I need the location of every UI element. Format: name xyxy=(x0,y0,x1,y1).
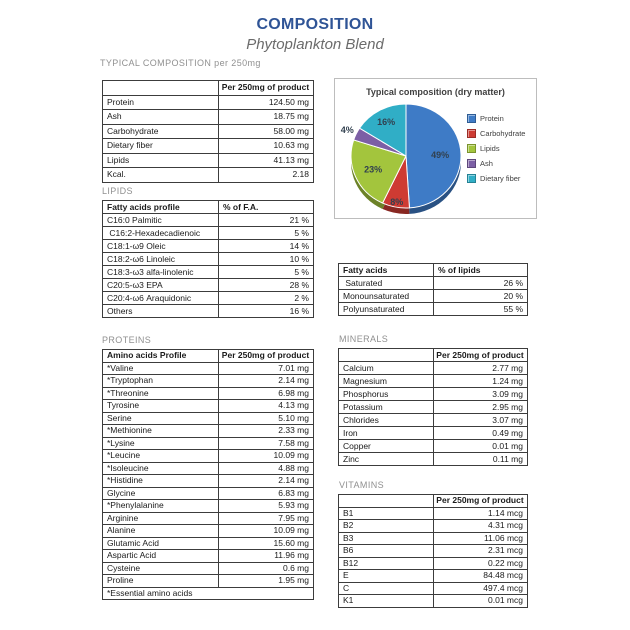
table-cell: B6 xyxy=(339,545,434,558)
table-row xyxy=(103,487,314,500)
table-row xyxy=(339,595,528,608)
table-row xyxy=(339,570,528,583)
table-cell: Chlorides xyxy=(339,414,434,427)
table-cell: 6.98 mg xyxy=(219,387,314,400)
table-cell: Serine xyxy=(103,412,219,425)
pie-data-label: 23% xyxy=(364,164,383,175)
table-cell: 15.60 mg xyxy=(219,537,314,550)
table-cell: 7.58 mg xyxy=(219,437,314,450)
table-row xyxy=(339,401,528,414)
legend-swatch-icon xyxy=(467,144,476,153)
table-cell: 18.75 mg xyxy=(219,110,314,125)
table-cell: 1.14 mcg xyxy=(434,507,528,520)
legend-item xyxy=(467,111,525,126)
table-cell: 10 % xyxy=(219,253,314,266)
table-cell: *Valine xyxy=(103,362,219,375)
table-cell: 2.14 mg xyxy=(219,375,314,388)
table-row xyxy=(103,450,314,463)
table-cell: C16:2-Hexadecadienoic xyxy=(103,227,219,240)
table-cell: 28 % xyxy=(219,279,314,292)
table-cell: 7.95 mg xyxy=(219,512,314,525)
pie-data-label: 4% xyxy=(340,124,354,135)
table-cell xyxy=(339,349,434,362)
table-cell: Fatty acids xyxy=(339,264,434,277)
table-header-row xyxy=(339,495,528,508)
table-row xyxy=(339,277,528,290)
table-row xyxy=(339,427,528,440)
legend-item xyxy=(467,156,525,171)
table-cell: *Isoleucine xyxy=(103,462,219,475)
table-row xyxy=(103,437,314,450)
legend-label: Dietary fiber xyxy=(480,174,521,183)
table-row xyxy=(339,362,528,375)
table-row xyxy=(103,575,314,588)
section-label-lipids: LIPIDS xyxy=(102,186,133,196)
table-cell: 0.01 mcg xyxy=(434,595,528,608)
table-cell: Alanine xyxy=(103,525,219,538)
legend-item xyxy=(467,126,525,141)
table-cell: 11.06 mcg xyxy=(434,532,528,545)
legend-label: Ash xyxy=(480,159,493,168)
table-cell: 0.6 mg xyxy=(219,562,314,575)
section-label-typical-composition: TYPICAL COMPOSITION per 250mg xyxy=(100,58,261,68)
table-cell: 0.11 mg xyxy=(434,453,528,466)
table-cell: 58.00 mg xyxy=(219,124,314,139)
table-row xyxy=(339,507,528,520)
table-cell xyxy=(103,81,219,96)
table-row xyxy=(339,557,528,570)
table-row xyxy=(103,153,314,168)
table-row xyxy=(339,582,528,595)
legend-label: Lipids xyxy=(480,144,500,153)
table-row xyxy=(103,305,314,318)
table-cell: K1 xyxy=(339,595,434,608)
table-cell: *Phenylalanine xyxy=(103,500,219,513)
legend-swatch-icon xyxy=(467,129,476,138)
table-cell: Glutamic Acid xyxy=(103,537,219,550)
table-cell: Protein xyxy=(103,95,219,110)
table-cell: Per 250mg of product xyxy=(434,349,528,362)
table-cell: Per 250mg of product xyxy=(434,495,528,508)
table-row xyxy=(103,400,314,413)
table-cell: 2.95 mg xyxy=(434,401,528,414)
table-cell: 3.07 mg xyxy=(434,414,528,427)
table-cell: 10.09 mg xyxy=(219,525,314,538)
table-cell: *Threonine xyxy=(103,387,219,400)
table-cell: 1.95 mg xyxy=(219,575,314,588)
table-typical-composition xyxy=(102,80,314,183)
table-cell: 4.31 mcg xyxy=(434,520,528,533)
table-cell: Glycine xyxy=(103,487,219,500)
table-cell: C18:3-ω3 alfa-linolenic xyxy=(103,266,219,279)
table-vitamins xyxy=(338,494,528,608)
section-label-minerals: MINERALS xyxy=(339,334,389,344)
table-cell: 7.01 mg xyxy=(219,362,314,375)
legend-swatch-icon xyxy=(467,159,476,168)
table-cell: *Essential amino acids xyxy=(103,587,314,600)
table-cell: 4.88 mg xyxy=(219,462,314,475)
table-cell: Ash xyxy=(103,110,219,125)
pie-data-label: 16% xyxy=(377,116,396,127)
table-row xyxy=(103,124,314,139)
table-row xyxy=(339,388,528,401)
table-row xyxy=(103,214,314,227)
legend-label: Carbohydrate xyxy=(480,129,526,138)
table-cell xyxy=(339,495,434,508)
table-cell: 6.83 mg xyxy=(219,487,314,500)
legend-label: Protein xyxy=(480,114,504,123)
table-cell: Zinc xyxy=(339,453,434,466)
table-row xyxy=(339,414,528,427)
table-footer-row xyxy=(103,587,314,600)
table-cell: Polyunsaturated xyxy=(339,303,434,316)
table-row xyxy=(103,525,314,538)
table-cell: Monounsaturated xyxy=(339,290,434,303)
table-cell: *Tryptophan xyxy=(103,375,219,388)
table-cell: B12 xyxy=(339,557,434,570)
table-cell: 1.24 mg xyxy=(434,375,528,388)
table-cell: Per 250mg of product xyxy=(219,81,314,96)
table-cell: C20:4-ω6 Araquidonic xyxy=(103,292,219,305)
table-cell: Saturated xyxy=(339,277,434,290)
table-cell: Per 250mg of product xyxy=(219,350,314,363)
table-cell: Phosphorus xyxy=(339,388,434,401)
table-cell: 4.13 mg xyxy=(219,400,314,413)
table-row xyxy=(103,375,314,388)
table-row xyxy=(103,110,314,125)
table-cell: Potassium xyxy=(339,401,434,414)
table-cell: Carbohydrate xyxy=(103,124,219,139)
table-header-row xyxy=(103,201,314,214)
table-row xyxy=(103,95,314,110)
table-cell: *Histidine xyxy=(103,475,219,488)
table-row xyxy=(103,512,314,525)
table-cell: Copper xyxy=(339,440,434,453)
table-row xyxy=(103,562,314,575)
page-title: COMPOSITION xyxy=(256,16,374,33)
table-row xyxy=(103,168,314,183)
legend-swatch-icon xyxy=(467,114,476,123)
table-row xyxy=(103,500,314,513)
table-cell: Fatty acids profile xyxy=(103,201,219,214)
table-header-row xyxy=(339,264,528,277)
table-cell: 0.22 mcg xyxy=(434,557,528,570)
table-cell: 2.14 mg xyxy=(219,475,314,488)
table-cell: 20 % xyxy=(434,290,528,303)
table-cell: 2.18 xyxy=(219,168,314,183)
chart-title: Typical composition (dry matter) xyxy=(366,87,505,97)
table-cell: 10.63 mg xyxy=(219,139,314,154)
legend-item xyxy=(467,171,525,186)
table-cell: B3 xyxy=(339,532,434,545)
table-cell: Dietary fiber xyxy=(103,139,219,154)
table-row xyxy=(103,462,314,475)
table-row xyxy=(103,475,314,488)
table-row xyxy=(103,362,314,375)
table-cell: 14 % xyxy=(219,240,314,253)
table-row xyxy=(339,532,528,545)
table-cell: Cysteine xyxy=(103,562,219,575)
table-cell: 55 % xyxy=(434,303,528,316)
table-cell: 10.09 mg xyxy=(219,450,314,463)
table-row xyxy=(339,545,528,558)
table-minerals xyxy=(338,348,528,466)
table-cell: 497.4 mcg xyxy=(434,582,528,595)
table-cell: 3.09 mg xyxy=(434,388,528,401)
table-cell: *Leucine xyxy=(103,450,219,463)
table-row xyxy=(103,412,314,425)
table-cell: 5 % xyxy=(219,227,314,240)
table-cell: C18:1-ω9 Oleic xyxy=(103,240,219,253)
table-cell: Magnesium xyxy=(339,375,434,388)
table-row xyxy=(103,227,314,240)
section-label-proteins: PROTEINS xyxy=(102,335,152,345)
table-cell: *Lysine xyxy=(103,437,219,450)
table-cell: 41.13 mg xyxy=(219,153,314,168)
section-label-vitamins: VITAMINS xyxy=(339,480,385,490)
table-cell: B1 xyxy=(339,507,434,520)
page-subtitle: Phytoplankton Blend xyxy=(246,36,384,53)
table-cell: 124.50 mg xyxy=(219,95,314,110)
table-row xyxy=(339,290,528,303)
pie-data-label: 49% xyxy=(431,149,450,160)
table-header-row xyxy=(103,350,314,363)
table-cell: C20:5-ω3 EPA xyxy=(103,279,219,292)
table-cell: 5.10 mg xyxy=(219,412,314,425)
table-cell: % of F.A. xyxy=(219,201,314,214)
chart-panel xyxy=(334,78,537,219)
legend-swatch-icon xyxy=(467,174,476,183)
table-cell: E xyxy=(339,570,434,583)
table-cell: % of lipids xyxy=(434,264,528,277)
table-cell: Amino acids Profile xyxy=(103,350,219,363)
table-cell: 0.01 mg xyxy=(434,440,528,453)
table-row xyxy=(103,279,314,292)
table-fatty-acids-saturation xyxy=(338,263,528,316)
table-cell: Proline xyxy=(103,575,219,588)
table-row xyxy=(103,139,314,154)
table-row xyxy=(339,520,528,533)
table-cell: C18:2-ω6 Linoleic xyxy=(103,253,219,266)
table-row xyxy=(103,292,314,305)
table-fatty-acids-profile xyxy=(102,200,314,318)
table-row xyxy=(103,266,314,279)
table-cell: Aspartic Acid xyxy=(103,550,219,563)
table-row xyxy=(103,537,314,550)
table-header-row xyxy=(339,349,528,362)
table-cell: *Methionine xyxy=(103,425,219,438)
table-cell: C16:0 Palmitic xyxy=(103,214,219,227)
table-row xyxy=(339,453,528,466)
table-cell: Lipids xyxy=(103,153,219,168)
pie-data-label: 8% xyxy=(390,196,404,207)
table-cell: 21 % xyxy=(219,214,314,227)
table-cell: 5.93 mg xyxy=(219,500,314,513)
table-cell: 2.31 mcg xyxy=(434,545,528,558)
table-cell: 2 % xyxy=(219,292,314,305)
table-row xyxy=(339,375,528,388)
table-cell: B2 xyxy=(339,520,434,533)
table-cell: 2.77 mg xyxy=(434,362,528,375)
table-cell: Arginine xyxy=(103,512,219,525)
table-cell: 5 % xyxy=(219,266,314,279)
table-cell: C xyxy=(339,582,434,595)
table-cell: Tyrosine xyxy=(103,400,219,413)
table-cell: 26 % xyxy=(434,277,528,290)
legend-item xyxy=(467,141,525,156)
table-cell: Others xyxy=(103,305,219,318)
table-header-row xyxy=(103,81,314,96)
table-cell: 0.49 mg xyxy=(434,427,528,440)
table-row xyxy=(103,253,314,266)
table-row xyxy=(103,550,314,563)
table-row xyxy=(103,387,314,400)
table-row xyxy=(339,303,528,316)
chart-legend xyxy=(467,111,525,186)
table-cell: 16 % xyxy=(219,305,314,318)
table-cell: 84.48 mcg xyxy=(434,570,528,583)
table-cell: 2.33 mg xyxy=(219,425,314,438)
table-cell: Kcal. xyxy=(103,168,219,183)
table-cell: Iron xyxy=(339,427,434,440)
table-row xyxy=(103,240,314,253)
table-cell: Calcium xyxy=(339,362,434,375)
table-row xyxy=(103,425,314,438)
table-amino-acids-profile xyxy=(102,349,314,600)
table-row xyxy=(339,440,528,453)
table-cell: 11.96 mg xyxy=(219,550,314,563)
